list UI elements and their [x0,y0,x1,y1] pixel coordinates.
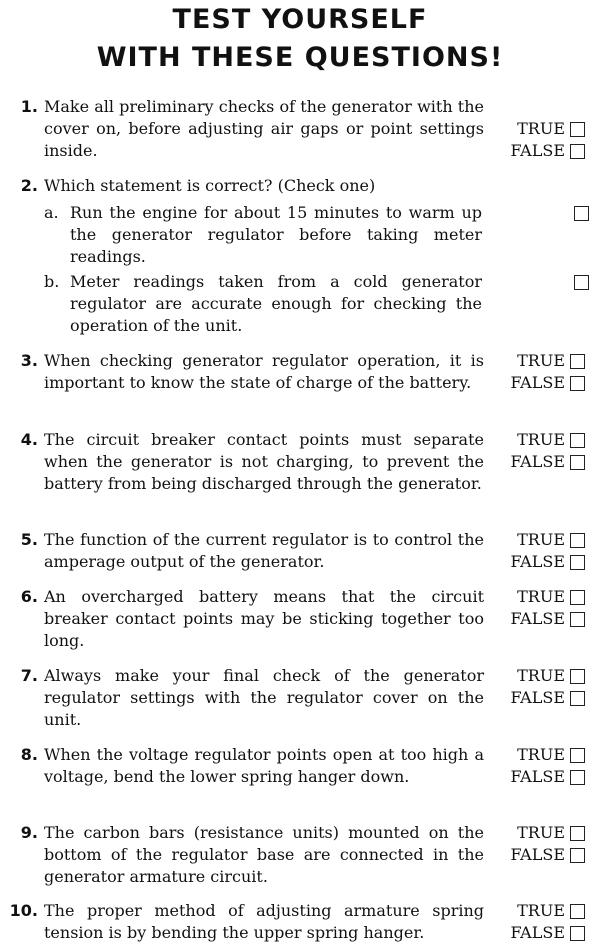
option-text: Meter readings taken from a cold generator regulator are accurate enough for checking the operation of the unit. [70,272,482,335]
true-checkbox[interactable] [570,748,585,763]
false-checkbox[interactable] [570,455,585,470]
true-false-options [493,118,593,162]
true-false-options [493,900,593,944]
option-text: Run the engine for about 15 minutes to warm up the generator regulator before taking meter readings. [70,203,482,266]
page-title-line2: WITH THESE QUESTIONS! [96,42,504,73]
false-label: FALSE [510,845,565,864]
true-checkbox[interactable] [570,669,585,684]
question-number: 6. [20,587,38,606]
true-checkbox[interactable] [570,904,585,919]
true-false-options [493,665,593,709]
option-a-checkbox[interactable] [574,206,589,221]
true-false-options [493,822,593,866]
true-label: TRUE [517,823,565,842]
true-checkbox[interactable] [570,533,585,548]
question-text: The proper method of adjusting armature spring tension is by bending the upper spring hanger. [44,901,484,942]
page-title-line1: TEST YOURSELF [172,4,428,35]
question-number: 7. [20,666,38,685]
true-false-options [493,429,593,473]
true-label: TRUE [517,901,565,920]
true-checkbox[interactable] [570,354,585,369]
false-checkbox[interactable] [570,612,585,627]
true-false-options [493,529,593,573]
false-checkbox[interactable] [570,848,585,863]
false-label: FALSE [510,452,565,471]
true-label: TRUE [517,666,565,685]
question-text: The function of the current regulator is to control the amperage output of the generator. [44,530,484,571]
question-number: 2. [20,176,38,195]
false-label: FALSE [510,923,565,942]
false-label: FALSE [510,141,565,160]
question-text: The carbon bars (resistance units) mounted on the bottom of the regulator base are connected in the generator armature circuit. [44,823,484,886]
true-label: TRUE [517,430,565,449]
question-text: When checking generator regulator operation, it is important to know the state of charge of the battery. [44,351,484,392]
false-label: FALSE [510,767,565,786]
question-text: The circuit breaker contact points must separate when the generator is not charging, to prevent the battery from being discharged through the generator. [44,430,484,493]
true-label: TRUE [517,745,565,764]
true-label: TRUE [517,119,565,138]
option-letter: b. [44,272,60,291]
true-label: TRUE [517,351,565,370]
question-number: 1. [20,97,38,116]
question-text: Make all preliminary checks of the generator with the cover on, before adjusting air gaps or point settings inside. [44,97,484,160]
false-label: FALSE [510,552,565,571]
true-checkbox[interactable] [570,590,585,605]
true-label: TRUE [517,587,565,606]
false-checkbox[interactable] [570,555,585,570]
question-number: 10. [9,901,38,920]
option-letter: a. [44,203,59,222]
false-checkbox[interactable] [570,376,585,391]
question-text: Which statement is correct? (Check one) [44,176,376,195]
question-number: 3. [20,351,38,370]
false-checkbox[interactable] [570,144,585,159]
false-label: FALSE [510,688,565,707]
true-false-options [493,350,593,394]
true-checkbox[interactable] [570,826,585,841]
true-checkbox[interactable] [570,433,585,448]
true-false-options [493,586,593,630]
question-text: When the voltage regulator points open at too high a voltage, bend the lower spring hanger down. [44,745,484,786]
question-text: Always make your final check of the generator regulator settings with the regulator cover on the unit. [44,666,484,729]
true-label: TRUE [517,530,565,549]
true-false-options [493,744,593,788]
false-label: FALSE [510,373,565,392]
question-number: 9. [20,823,38,842]
question-number: 4. [20,430,38,449]
true-checkbox[interactable] [570,122,585,137]
false-checkbox[interactable] [570,770,585,785]
option-b-checkbox[interactable] [574,275,589,290]
question-number: 8. [20,745,38,764]
question-text: An overcharged battery means that the circuit breaker contact points may be sticking together too long. [44,587,484,650]
question-number: 5. [20,530,38,549]
false-label: FALSE [510,609,565,628]
false-checkbox[interactable] [570,926,585,941]
false-checkbox[interactable] [570,691,585,706]
